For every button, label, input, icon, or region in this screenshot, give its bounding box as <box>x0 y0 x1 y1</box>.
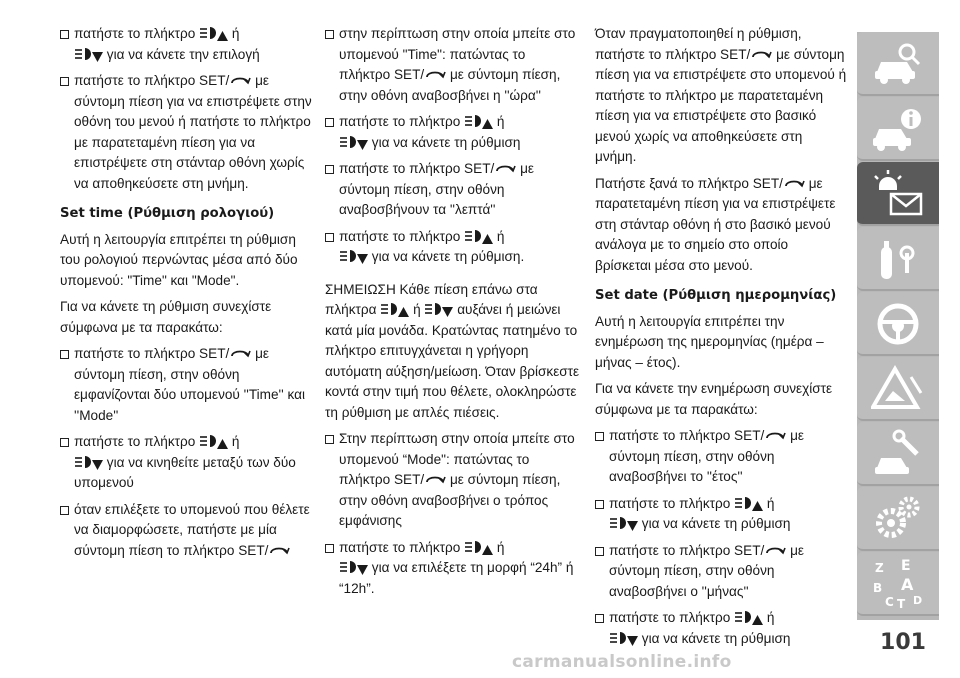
arrow-up-icon <box>752 615 763 625</box>
arrow-up-icon <box>398 307 409 317</box>
checkbox-bullet-icon <box>325 429 339 532</box>
arrow-down-icon <box>627 521 638 531</box>
index-letter: Z <box>875 561 884 575</box>
arrow-up-icon <box>482 234 493 244</box>
lamp-button-icon <box>199 433 217 449</box>
item-text: για να επιλέξετε τη μορφή “24h” ή “12h”. <box>339 560 574 596</box>
back-button-icon <box>424 68 446 82</box>
lamp-button-icon <box>339 248 357 264</box>
road-hazard-icon <box>871 363 925 415</box>
lamp-button-icon <box>339 559 357 575</box>
checkbox-bullet-icon <box>60 500 74 562</box>
tab-index[interactable] <box>857 552 939 616</box>
item-text: πατήστε το πλήκτρο <box>339 228 461 244</box>
tab-safety[interactable] <box>857 227 939 291</box>
item-text: για να κάνετε τη ρύθμιση <box>371 134 521 150</box>
note-paragraph <box>325 280 580 424</box>
arrow-down-icon <box>357 140 368 150</box>
checkbox-bullet-icon <box>595 494 609 535</box>
item-text: με σύντομη πίεση, στην οθόνη αναβοσβήνει η ''ώρα'' <box>339 67 561 103</box>
warning-light-envelope-icon <box>871 168 925 220</box>
checkbox-bullet-icon <box>325 112 339 153</box>
note-text: ΣΗΜΕΙΩΣΗ Κάθε πίεση επάνω στα πλήκτρα <box>325 281 538 317</box>
arrow-down-icon <box>627 636 638 646</box>
checkbox-bullet-icon <box>325 24 339 106</box>
watermark: carmanualsonline.info <box>512 652 732 672</box>
item-text: με σύντομη πίεση, στην οθόνη εμφανίζονται δύο υπομενού ''Time'' και ''Mode'' <box>74 346 306 423</box>
arrow-down-icon <box>442 307 453 317</box>
back-button-icon <box>229 347 251 361</box>
tab-warning-lights[interactable] <box>857 162 939 226</box>
checkbox-bullet-icon <box>60 432 74 494</box>
steering-wheel-icon <box>871 298 925 350</box>
index-letter: A <box>901 575 914 594</box>
column-3 <box>595 24 847 655</box>
section-heading: Set date (Ρύθμιση ημερομηνίας) <box>595 288 837 303</box>
list-item <box>60 500 315 562</box>
checkbox-bullet-icon <box>325 227 339 268</box>
tab-car-info[interactable] <box>857 97 939 161</box>
item-text: με σύντομη πίεση για να επιστρέψετε στην οθόνη του μενού ή πατήστε το πλήκτρο με παρατεταμένη πίεση για να επιστρέψετε στη στάνταρ οθόνη χωρίς να αποθηκεύσετε στη μνήμη. <box>74 73 312 191</box>
tab-technical-data[interactable] <box>857 487 939 551</box>
lamp-button-icon <box>339 134 357 150</box>
item-text: με σύντομη πίεση, στην οθόνη αναβοσβήνει ο ''μήνας'' <box>609 542 804 599</box>
index-letter: D <box>913 594 923 607</box>
back-button-icon <box>783 177 805 191</box>
or-text: ή <box>766 610 775 625</box>
lamp-button-icon <box>199 25 217 41</box>
item-text: για να κάνετε την επιλογή <box>106 46 260 62</box>
index-letter: E <box>901 558 911 574</box>
list-item <box>325 538 580 600</box>
item-text: πατήστε το πλήκτρο SET/ <box>609 542 765 558</box>
checkbox-bullet-icon <box>325 538 339 600</box>
back-button-icon <box>229 74 251 88</box>
checkbox-bullet-icon <box>60 71 74 194</box>
list-item <box>325 227 580 268</box>
list-item <box>595 426 847 488</box>
alphabet-index-icon <box>871 558 925 610</box>
paragraph <box>595 24 847 168</box>
column-1 <box>60 24 315 567</box>
or-text: ή <box>496 228 505 244</box>
section-heading: Set time (Ρύθμιση ρολογιού) <box>60 206 275 221</box>
lamp-button-icon <box>74 46 92 62</box>
or-text: ή <box>496 114 505 129</box>
checkbox-bullet-icon <box>60 344 74 426</box>
list-item <box>60 71 315 194</box>
lamp-button-icon <box>734 495 752 511</box>
paragraph: Αυτή η λειτουργία επιτρέπει τη ρύθμιση του ρολογιού περνώντας μέσα από δύο υπομενού: "Time" και "Mode". <box>60 231 298 288</box>
paragraph-text: Πατήστε ξανά το πλήκτρο SET/ <box>595 175 783 191</box>
lamp-button-icon <box>464 113 482 129</box>
item-text: για να κινηθείτε μεταξύ των δύο υπομενού <box>74 454 296 490</box>
item-text: όταν επιλέξετε το υπομενού που θέλετε να διαμορφώσετε, πατήστε με μία σύντομη πίεση το πλήκτρο SET/ <box>74 501 310 558</box>
list-item <box>325 159 580 221</box>
list-item <box>60 24 315 65</box>
fire-extinguisher-icon <box>871 233 925 285</box>
list-item <box>325 24 580 106</box>
list-item <box>60 432 315 494</box>
lamp-button-icon <box>424 301 442 317</box>
or-text: ή <box>231 434 240 449</box>
paragraph <box>595 174 847 277</box>
or-text: ή <box>766 495 775 511</box>
list-item <box>595 494 847 535</box>
list-item <box>60 344 315 426</box>
car-magnifier-icon <box>871 38 925 90</box>
arrow-down-icon <box>357 565 368 575</box>
list-item <box>595 608 847 649</box>
list-item <box>325 429 580 532</box>
arrow-up-icon <box>482 119 493 129</box>
or-text: ή <box>496 539 505 555</box>
paragraph: Για να κάνετε την ενημέρωση συνεχίστε σύμφωνα με τα παρακάτω: <box>595 381 833 417</box>
back-button-icon <box>750 48 772 62</box>
lamp-button-icon <box>74 454 92 470</box>
page-number: 101 <box>880 630 926 655</box>
tab-car-search[interactable] <box>857 32 939 96</box>
item-text: πατήστε το πλήκτρο <box>74 26 196 41</box>
or-text: ή <box>231 26 240 41</box>
checkbox-bullet-icon <box>595 541 609 603</box>
checkbox-bullet-icon <box>595 608 609 649</box>
paragraph-text: με παρατεταμένη πίεση για να επιστρέψετε στη στάνταρ οθόνη ή στο βασικό μενού ανάλογα με το σημείο στο οποίο βρίσκεται μέσα στο μενού. <box>595 175 836 273</box>
car-info-icon <box>871 103 925 155</box>
tab-maintenance[interactable] <box>857 422 939 486</box>
index-letter: C <box>885 595 894 609</box>
item-text: πατήστε το πλήκτρο SET/ <box>74 346 230 361</box>
arrow-down-icon <box>357 254 368 264</box>
lamp-button-icon <box>380 301 398 317</box>
checkbox-bullet-icon <box>325 159 339 221</box>
lamp-button-icon <box>609 630 627 646</box>
checkbox-bullet-icon <box>595 426 609 488</box>
paragraph-text: Όταν πραγματοποιηθεί η ρύθμιση, πατήστε το πλήκτρο SET/ <box>595 26 802 62</box>
checkbox-bullet-icon <box>60 24 74 65</box>
item-text: με σύντομη πίεση, στην οθόνη αναβοσβήνουν τα ''λεπτά'' <box>339 161 534 217</box>
note-text: αυξάνει ή μειώνει κατά μία μονάδα. Κρατώντας πατημένο το πλήκτρο επιτυγχάνεται η γρήγορη αυτόματη αύξηση/μείωση. Όταν βρίσκεστε κοντά στην τιμή που θέλετε, ολοκληρώστε τη ρύθμιση με απλές πιέσεις. <box>325 302 580 420</box>
item-text: Στην περίπτωση στην οποία μπείτε στο υπομενού “Mode": πατώντας το πλήκτρο SET/ <box>339 431 575 487</box>
item-text: πατήστε το πλήκτρο <box>339 114 461 129</box>
arrow-up-icon <box>217 31 228 41</box>
paragraph: Αυτή η λειτουργία επιτρέπει την ενημέρωση της ημερομηνίας (ημέρα – μήνας – έτος). <box>595 313 824 370</box>
chapter-tab-strip <box>857 32 939 620</box>
settings-gears-icon <box>871 493 925 545</box>
item-text: πατήστε το πλήκτρο <box>609 495 731 511</box>
or-text: ή <box>413 302 421 317</box>
item-text: πατήστε το πλήκτρο SET/ <box>609 428 765 443</box>
list-item <box>595 541 847 603</box>
back-button-icon <box>764 429 786 443</box>
index-letter: T <box>897 597 906 610</box>
item-text: πατήστε το πλήκτρο <box>339 539 461 555</box>
item-text: για να κάνετε τη ρύθμιση <box>641 630 791 646</box>
wrench-car-icon <box>871 428 925 480</box>
arrow-up-icon <box>482 545 493 555</box>
item-text: πατήστε το πλήκτρο <box>74 434 196 449</box>
item-text: για να κάνετε τη ρύθμιση <box>641 516 791 531</box>
tab-driving[interactable] <box>857 292 939 356</box>
index-letter: B <box>873 581 883 595</box>
lamp-button-icon <box>464 539 482 555</box>
item-text: στην περίπτωση στην οποία μπείτε στο υπομενού "Time": πατώντας το πλήκτρο SET/ <box>339 26 576 82</box>
lamp-button-icon <box>609 515 627 531</box>
tab-emergency[interactable] <box>857 357 939 421</box>
paragraph: Για να κάνετε τη ρύθμιση συνεχίστε σύμφωνα με τα παρακάτω: <box>60 299 272 335</box>
list-item <box>325 112 580 153</box>
item-text: με σύντομη πίεση, στην οθόνη αναβοσβήνει το ''έτος'' <box>609 428 804 484</box>
item-text: για να κάνετε τη ρύθμιση. <box>371 249 525 264</box>
lamp-button-icon <box>734 609 752 625</box>
arrow-up-icon <box>752 501 763 511</box>
back-button-icon <box>268 544 290 558</box>
item-text: πατήστε το πλήκτρο SET/ <box>74 73 230 88</box>
paragraph-text: με σύντομη πίεση για να επιστρέψετε στο υπομενού ή πατήστε το πλήκτρο με παρατεταμένη πίεση για να επιστρέψετε στο βασικό μενού χωρίς να αποθηκεύσετε στη μνήμη. <box>595 46 847 164</box>
arrow-down-icon <box>92 52 103 62</box>
column-2 <box>325 24 580 605</box>
item-text: με σύντομη πίεση, στην οθόνη αναβοσβήνει ο τρόπος εμφάνισης <box>339 472 561 528</box>
back-button-icon <box>764 544 786 558</box>
lamp-button-icon <box>464 228 482 244</box>
arrow-down-icon <box>92 460 103 470</box>
item-text: πατήστε το πλήκτρο SET/ <box>339 161 495 176</box>
back-button-icon <box>494 162 516 176</box>
arrow-up-icon <box>217 439 228 449</box>
back-button-icon <box>424 473 446 487</box>
item-text: πατήστε το πλήκτρο <box>609 610 731 625</box>
